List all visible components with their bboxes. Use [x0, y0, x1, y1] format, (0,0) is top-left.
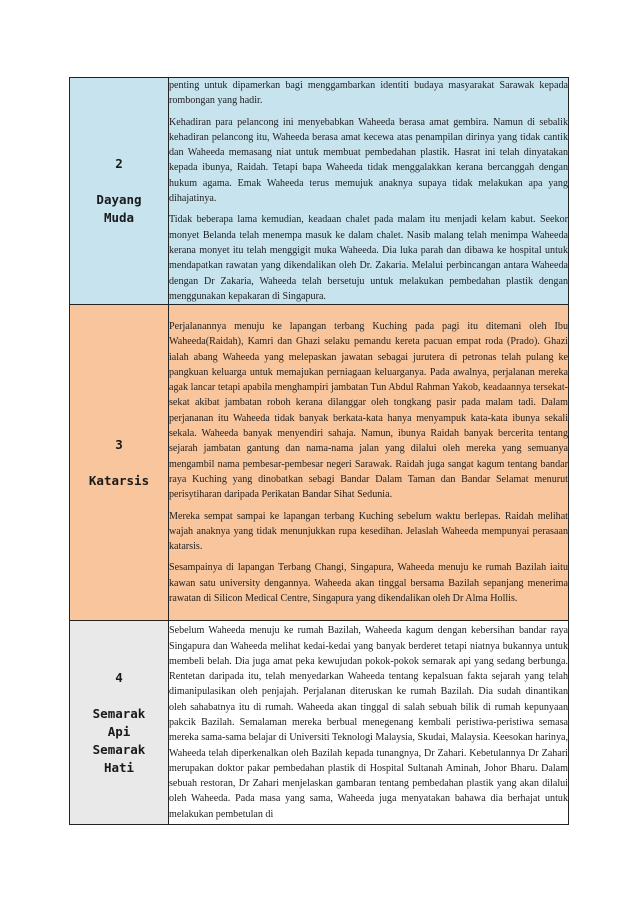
chapter-summary-cell — [169, 621, 569, 825]
summary-paragraph: Kehadiran para pelancong ini menyebabkan Waheeda berasa amat gembira. Namun di sebalik kehadiran pelancong itu, Waheeda berasa amat kecewa atas penampilan dirinya yang tidak cantik dan Waheeda memasang niat untuk membuat pembedahan plastik. Hasrat ini telah dinyatakan kepada ibunya, Raidah. Tetapi bapa Waheeda tidak menggalakkan kerana bercanggah dengan hukum agama. Emak Waheeda terus memujuk anaknya supaya tidak melakukan apa yang dihajatinya. — [169, 116, 568, 205]
summary-paragraph: Sesampainya di lapangan Terbang Changi, Singapura, Waheeda menuju ke rumah Bazilah iaitu kawan satu university dengannya. Waheeda akan tinggal bersama Bazilah sepanjang menerima rawatan di Silicon Medical Centre, Singapura yang dikendalikan oleh Dr Alma Hollis. — [169, 562, 568, 605]
summary-paragraph: Tidak beberapa lama kemudian, keadaan chalet pada malam itu menjadi kelam kabut. Seekor monyet Belanda telah menempa masuk ke dalam chalet. Nasib malang telah menimpa Waheeda kerana monyet itu telah menggigit muka Waheeda. Dia luka parah dan dibawa ke hospital untuk mendapatkan rawatan yang dikendalikan oleh Dr. Zakaria. Melalui perbincangan antara Waheeda dengan Dr Zakaria, Waheeda telah bersetuju untuk melakukan pembedahan plastik dengan menggunakan kepakaran di Singapura. — [169, 214, 568, 302]
table-row-dayang-muda — [70, 78, 569, 305]
table-row-semarak-api — [70, 621, 569, 825]
chapter-number: 2 — [115, 156, 123, 172]
chapter-summary-cell — [169, 305, 569, 621]
chapter-summary-cell — [169, 78, 569, 305]
summary-paragraph: Sebelum Waheeda menuju ke rumah Bazilah, Waheeda kagum dengan kebersihan bandar raya Singapura dan Waheeda melihat kedai-kedai yang banyak berderet tetapi niatnya bukannya untuk membeli belah. Dia juga amat peka kewujudan pokok-pokok semarak api yang sedang berbunga. Rentetan daripada itu, telah menyedarkan Waheeda tentang kepalsuan fakta sejarah yang telah dimanipulasikan oleh penjajah. Perjalanan diteruskan ke rumah Bazilah. Dia sudah dinantikan oleh sahabatnya itu di rumah. Waheeda akan tinggal di salah sebuah bilik di rumah kepunyaan pakcik Bazilah. Semalaman mereka berbual menegenang kembali peristiwa-peristiwa semasa mereka sama-sama belajar di Universiti Teknologi Malaysia, Skudai, Malaysia. Keesokan harinya, Waheeda telah diperkenalkan oleh Bazilah kepada tunangnya, Dr Zahari. Kebetulannya Dr Zahari merupakan doktor pakar pembedahan plastik di Hospital Sultanah Aminah, Johor Bharu. Dalam sebuah restoran, Dr Zahari menjelaskan gambaran tentang pembedahan plastik yang akan dilalui oleh Waheeda. Pada masa yang sama, Waheeda juga menyatakan bahawa dia berhajat untuk melakukan pembetulan di — [169, 625, 568, 820]
chapter-title: Semarak Api Semarak Hati — [92, 705, 146, 775]
chapter-number: 4 — [115, 669, 123, 685]
chapter-title: Dayang Muda — [96, 192, 142, 226]
chapter-label-cell — [70, 78, 169, 305]
summary-paragraph: Mereka sempat sampai ke lapangan terbang Kuching sebelum waktu berlepas. Raidah melihat wajah anaknya yang tidak menunjukkan rupa kesedihan. Jelaslah Waheeda mempunyai perasaan katarsis. — [169, 510, 568, 553]
summary-paragraph: Perjalanannya menuju ke lapangan terbang Kuching pada pagi itu ditemani oleh Ibu Waheeda(Raidah), Kamri dan Ghazi selaku pemandu kereta pacuan empat roda (Prado). Ghazi ialah abang Waheeda yang melepaskan jawatan sebagai jurutera di petronas telah pulang ke pangkuan keluarga untuk memajukan perniagaan keluarganya. Pada awalnya, perjalanan mereka agak lancar tetapi apabila menghampiri jambatan Tun Abdul Rahman Yakob, keadaannya tersekat-sekat akibat jambatan roboh kerana dilanggar oleh tongkang pasir pada malam tadi. Dalam perjananan itu Waheeda tidak banyak berkata-kata hanya menyampuk kata-kata ibunya sekali sekala. Waheeda banyak menyendiri sahaja. Namun, ibunya Raidah banyak bercerita tentang sejarah jambatan gantung dan nama-nama jalan yang dilalui oleh mereka yang semuanya mengambil nama pembesar-pembesar negeri Sarawak. Raidah juga sangat kagum tentang bandar raya Kuching yang dinobatkan sebagi Bandar Dalam Taman dan Bandar Selamat menurut perisytiharan daripada Perikatan Bandar Sihat Sedunia. — [169, 320, 568, 501]
chapter-label-cell — [70, 305, 169, 621]
synopsis-table — [69, 77, 569, 825]
chapter-label-cell — [70, 621, 169, 825]
chapter-title: Katarsis — [88, 472, 150, 488]
chapter-number: 3 — [115, 436, 123, 452]
table-row-katarsis — [70, 305, 569, 621]
summary-paragraph: penting untuk dipamerkan bagi menggambarkan identiti budaya masyarakat Sarawak kepada rombongan yang hadir. — [169, 80, 568, 107]
